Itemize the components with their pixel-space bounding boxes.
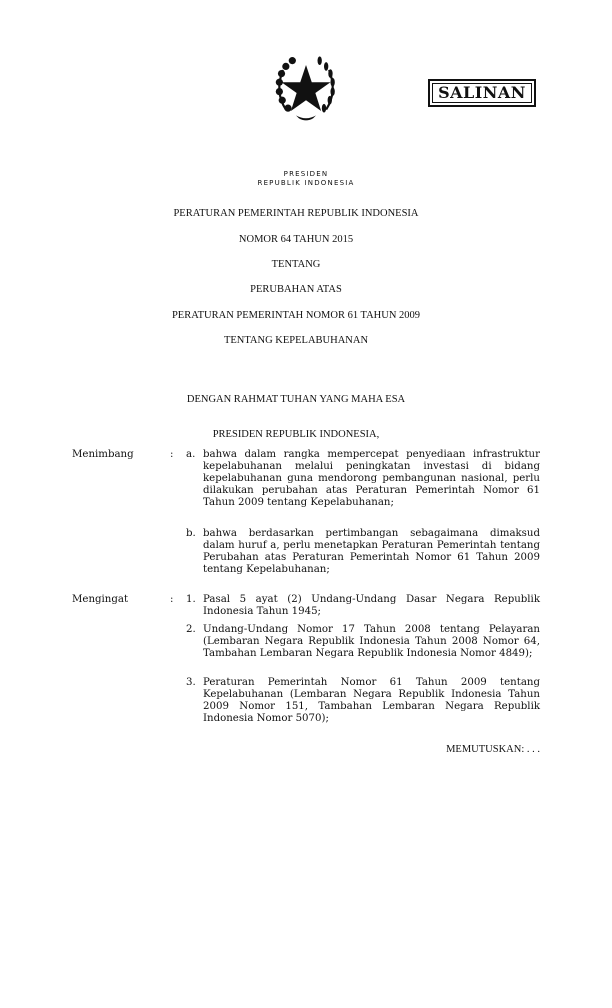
menimbang-label: Menimbang [72, 449, 134, 460]
salinan-stamp: SALINAN [428, 79, 536, 107]
mengingat-colon: : [170, 594, 174, 605]
garuda-emblem-icon [270, 52, 342, 124]
mengingat-3-text: Peraturan Pemerintah Nomor 61 Tahun 2009 tentang Kepelabuhanan (Lembaran Negara Republik Indonesia Tahun 2009 Nomor 151, Tambahan Lembaran Negara Republik Indonesia Nomor 5070); [203, 677, 540, 724]
menimbang-a-num: a. [186, 449, 196, 460]
mengingat-2-text: Undang-Undang Nomor 17 Tahun 2008 tentang Pelayaran (Lembaran Negara Republik Indonesia Tahun 2008 Nomor 64, Tambahan Lembaran Negara Republik Indonesia Nomor 4849); [203, 624, 540, 659]
menimbang-b-text: bahwa berdasarkan pertimbangan sebagaimana dimaksud dalam huruf a, perlu menetapkan Peraturan Pemerintah tentang Perubahan atas Peraturan Pemerintah Nomor 61 Tahun 2009 tentang Kepelabuhanan; [203, 528, 540, 575]
mengingat-2-num: 2. [186, 624, 196, 635]
mengingat-1-num: 1. [186, 594, 196, 605]
menimbang-a-text: bahwa dalam rangka mempercepat penyediaan infrastruktur kepelabuhanan melalui peningkatan investasi di bidang kepelabuhanan guna mendorong pembangunan nasional, perlu dilakukan perubahan atas Peraturan Pemerintah Nomor 61 Tahun 2009 tentang Kepelabuhanan; [203, 449, 540, 508]
office-line-1: PRESIDEN [283, 170, 329, 178]
menimbang-colon: : [170, 449, 174, 460]
preamble-2: PRESIDEN REPUBLIK INDONESIA, [212, 429, 380, 440]
title-line-6: TENTANG KEPELABUHANAN [223, 335, 369, 346]
mengingat-label: Mengingat [72, 594, 129, 605]
title-line-3: TENTANG [271, 259, 321, 270]
mengingat-1-text: Pasal 5 ayat (2) Undang-Undang Dasar Negara Republik Indonesia Tahun 1945; [203, 594, 540, 617]
mengingat-3-num: 3. [186, 677, 196, 688]
title-line-2: NOMOR 64 TAHUN 2015 [238, 234, 354, 245]
title-line-5: PERATURAN PEMERINTAH NOMOR 61 TAHUN 2009 [171, 310, 421, 321]
office-line-2: REPUBLIK INDONESIA [257, 179, 355, 187]
preamble-1: DENGAN RAHMAT TUHAN YANG MAHA ESA [186, 394, 406, 405]
menimbang-b-num: b. [186, 528, 196, 539]
memutuskan-continuation: MEMUTUSKAN: . . . [446, 744, 540, 755]
title-line-4: PERUBAHAN ATAS [250, 284, 342, 295]
title-line-1: PERATURAN PEMERINTAH REPUBLIK INDONESIA [173, 208, 419, 219]
